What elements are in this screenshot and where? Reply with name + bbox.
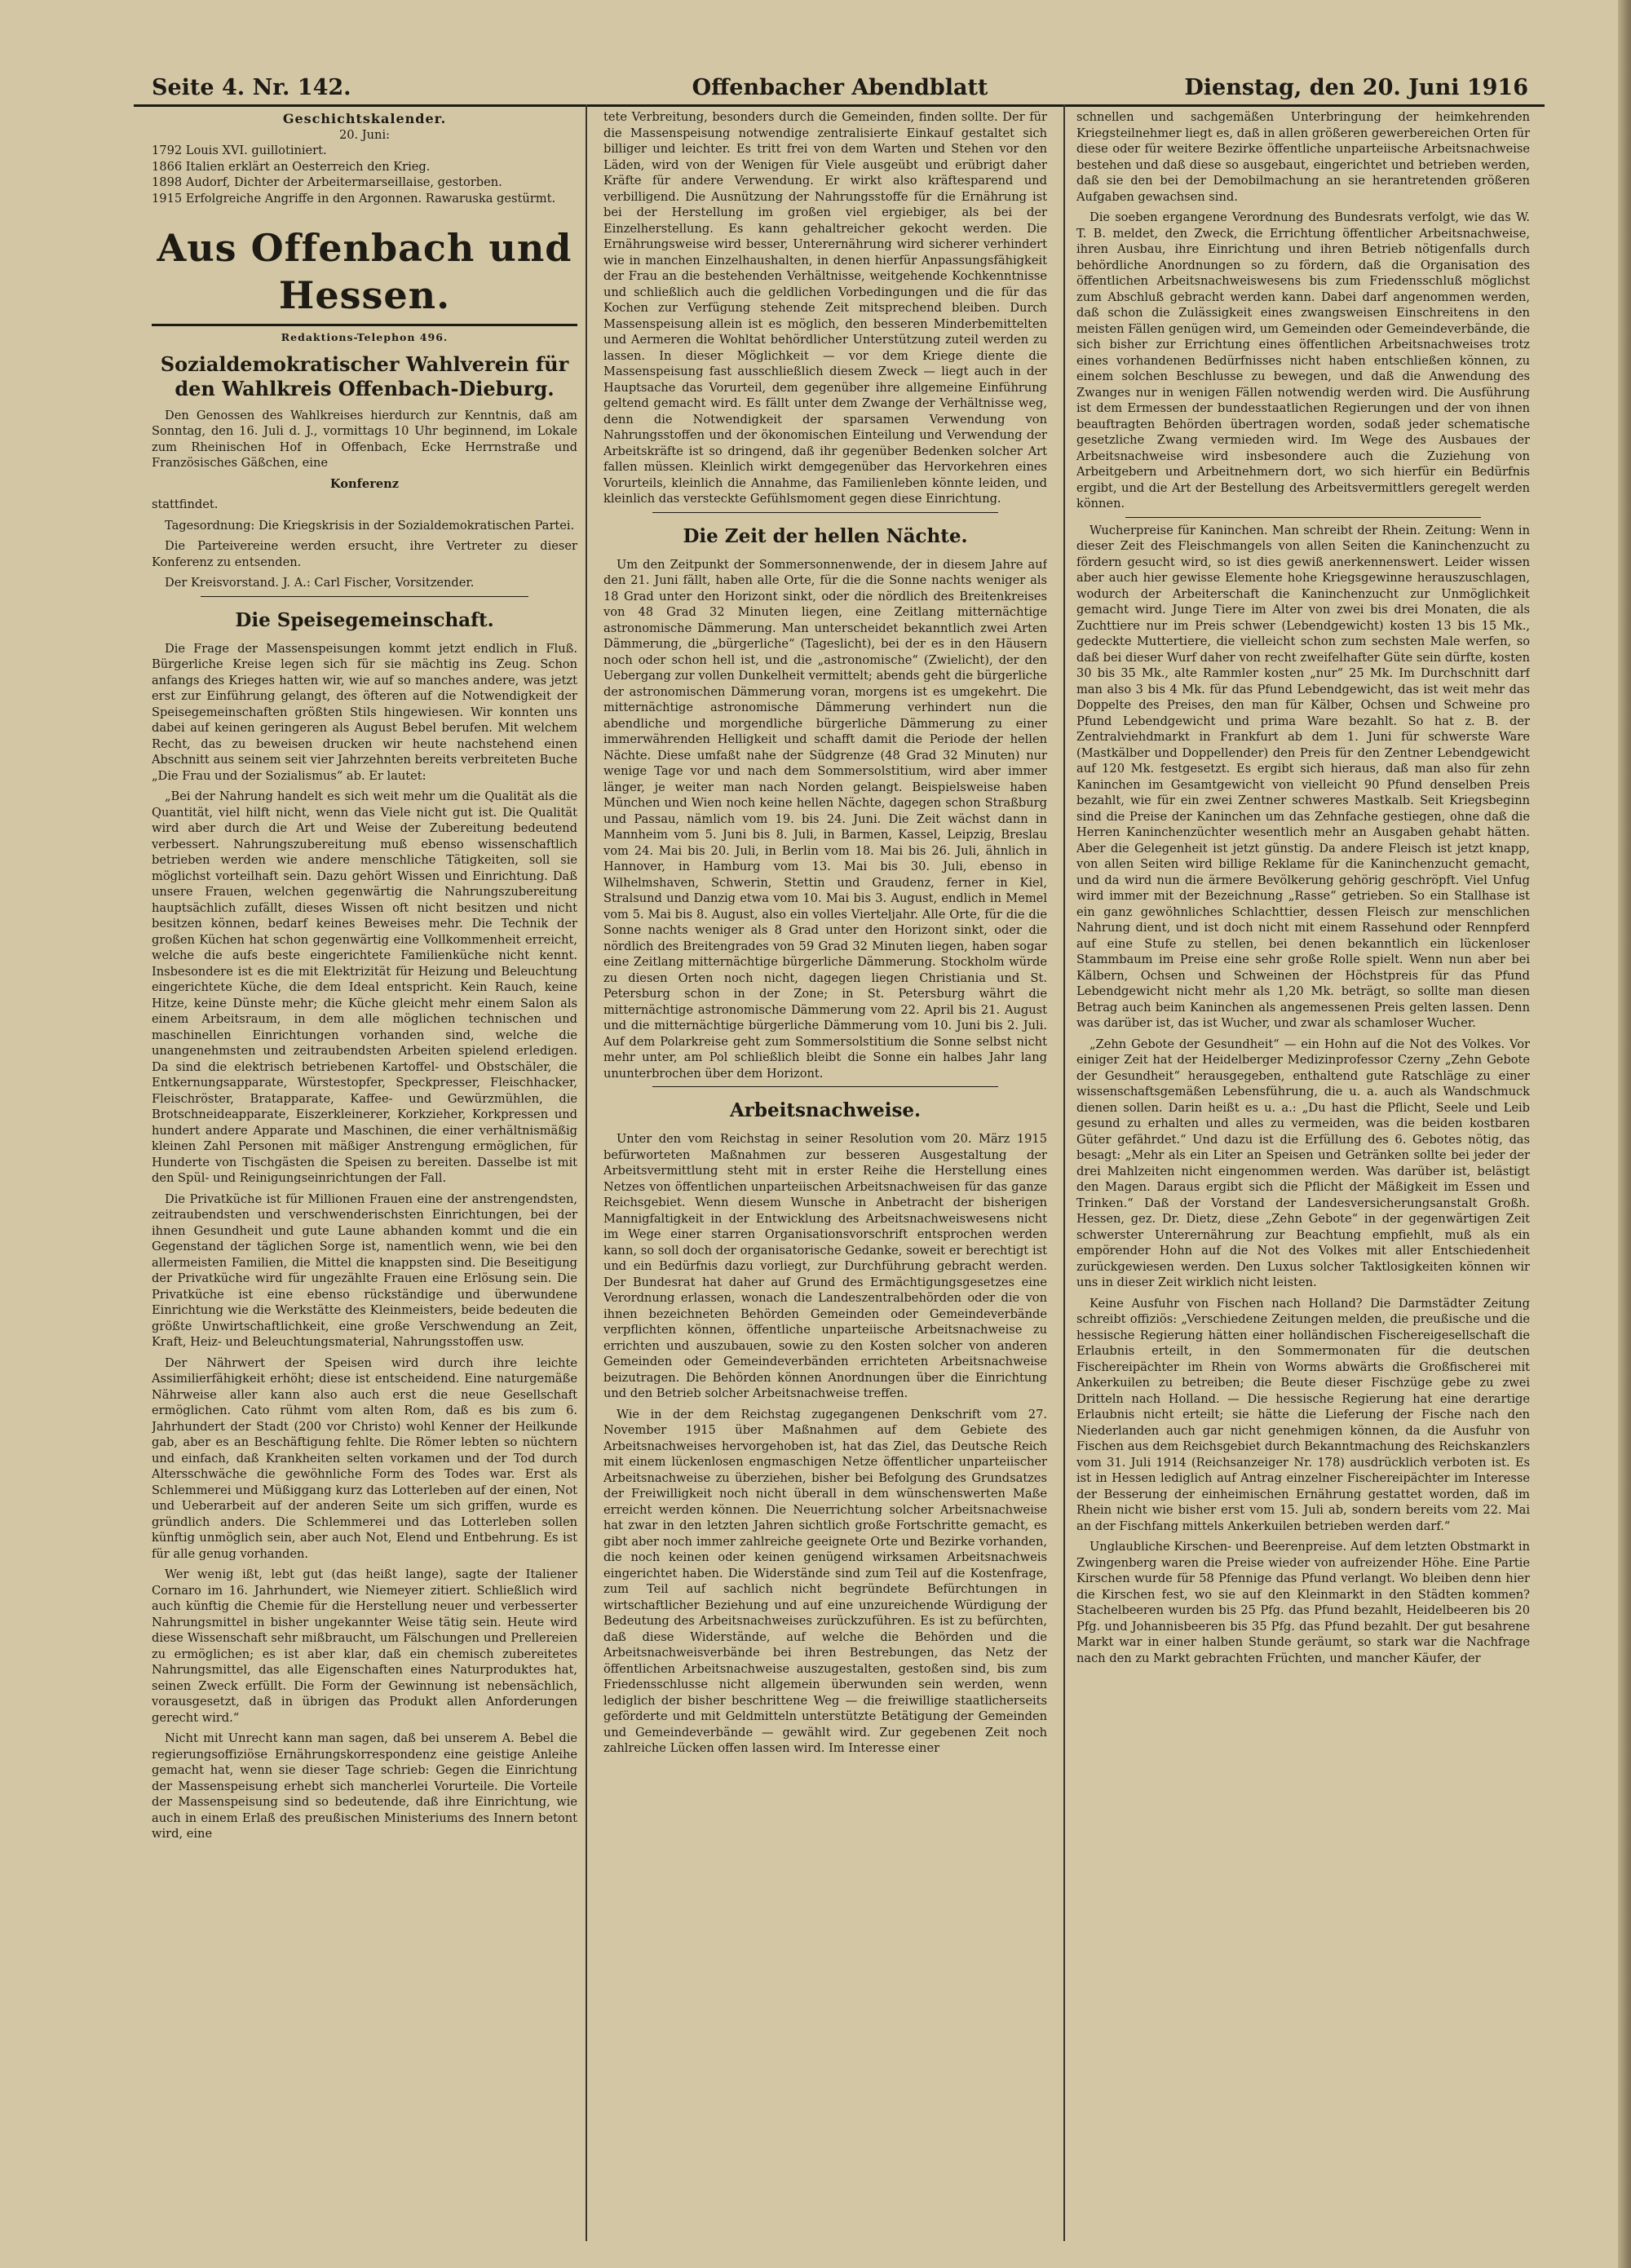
wahlverein-statt: stattfindet. (152, 497, 219, 511)
column-middle (603, 109, 1047, 2230)
column-rule-2 (1063, 104, 1065, 2241)
konferenz-label: Konferenz (329, 476, 400, 491)
arbeit-title: Arbeitsnachweise. (729, 1099, 922, 1121)
calendar-entry: 1866 Italien erklärt an Oesterreich den Krieg. (152, 159, 431, 174)
header-masthead: Offenbacher Abendblatt (692, 75, 988, 100)
divider (652, 1086, 998, 1087)
right-paragraph: Die soeben ergangene Verordnung des Bundesrats verfolgt, wie das W. T. B. meldet, den Zweck, die Errichtung öffentlicher Arbeitsnachweise, ihren Ausbau, ihre Einrichtung und ihren Betrieb nötigenfalls durch behördliche Anordnungen so zu fördern, daß die Organisation des öffentlichen Arbeitsnachweiswesens bis zum Friedensschluß möglichst zum Abschluß gebracht werden kann. Dabei darf angenommen werden, daß schon die Zulässigkeit eines zwangsweisen Einschreitens in den meisten Fällen genügen wird, um Gemeinden oder Gemeindeverbände, die sich bisher zur Errichtung eines öffentlichen Arbeitsnachweises trotz eines vorhandenen Bedürfnisses nicht haben entschließen können, zu einem solchen Beschlusse zu bewegen, und daß die Anwendung des Zwanges nur in wenigen Fällen notwendig werden wird. Die Ausführung ist dem Ermessen der bundesstaatlichen Regierungen und der von ihnen beauftragten Behörden übertragen worden, sodaß jeder schematische gesetzliche Zwang vermieden wird. Im Wege des Ausbaues der Arbeitsnachweise wird insbesondere auch die Zuziehung von Arbeitgebern und Arbeitnehmern dort, wo sich hierfür ein Bedürfnis ergibt, und die Art der Bestellung des Arbeitsvermittlers geregelt werden können. (1076, 210, 1530, 511)
speise-paragraph: Nicht mit Unrecht kann man sagen, daß bei unserem A. Bebel die regierungsoffiziöse Ernährungskorrespondenz eine geistige Anleihe gemacht hat, wenn sie dieser Tage schrieb: Gegen die Einrichtung der Massenspeisung erhebt sich mancherlei Vorurteile. Die Vorteile der Massenspeisung sind so bedeutende, daß ihre Einrichtung, wie auch in einem Erlaß des preußischen Ministeriums des Innern betont wird, eine (152, 1731, 577, 1841)
kaninchen-article: Wucherpreise für Kaninchen. Man schreibt der Rhein. Zeitung: Wenn in dieser Zeit des Fleischmangels von allen Seiten die Kaninchenzucht zu fördern gesucht wird, so ist dies gewiß anerkennenswert. Leider wissen aber auch hier gewisse Elemente hohe Kriegsgewinne herauszuschlagen, wodurch der Arbeiterschaft die Kaninchenzucht zur Unmöglichkeit gemacht wird. Junge Tiere im Alter von zwei bis drei Monaten, die als Zuchttiere nur im Preis schwer (Lebendgewicht) kosten 13 bis 15 Mk., gedeckte Muttertiere, die vielleicht schon zum sechsten Male werfen, so daß bei dieser Wurf daher von recht zweifelhafter Güte sein dürfte, kosten 30 bis 35 Mk., alte Rammler kosten „nur“ 25 Mk. Im Durchschnitt darf man also 3 bis 4 Mk. für das Pfund Lebendgewicht, das ist weit mehr das Doppelte des Preises, den man für Kälber, Ochsen und Schweine pro Pfund Lebendgewicht und prima Ware bezahlt. So hat z. B. der Zentralviehdmarkt in Frankfurt ab dem 1. Juni für schwerste Ware (Mastkälber und Doppellender) den Preis für den Zentner Lebendgewicht auf 120 Mk. festgesetzt. Es ergibt sich hieraus, daß man also für zehn Kaninchen im Gesamtgewicht von vielleicht 90 Pfund denselben Preis bezahlt, wie für ein zwei Zentner schweres Mastkalb. Seit Kriegsbeginn sind die Preise der Kaninchen um das Zehnfache gestiegen, ohne daß die Herren Kaninchenzüchter wesentlich mehr an Ausgaben gehabt hätten. Aber die Gelegenheit ist jetzt günstig. Da andere Fleisch ist jetzt knapp, von allen Seiten wird billige Reklame für die Kaninchenzucht gemacht, und da wird nun die ärmere Bevölkerung gehörig geschröpft. Viel Unfug wird immer mit der Bezeichnung „Rasse“ getrieben. So ein Stallhase ist ein ganz gewöhnliches Schlachttier, dessen Fleisch zur menschlichen Nahrung dient, und ist doch nicht mit einem Rassehund oder Rennpferd auf eine Stufe zu stellen, bei denen bekanntlich ein lückenloser Stammbaum im Preise eine sehr große Rolle spielt. Wenn nun aber bei Kälbern, Ochsen und Schweinen der Höchstpreis für das Pfund Lebendgewicht nicht mehr als 1,20 Mk. beträgt, so sollte man diesen Betrag auch beim Kaninchen als angemessenen Preis gelten lassen. Denn was darüber ist, das ist Wucher, und zwar als schamloser Wucher. (1076, 523, 1530, 1030)
arbeit-paragraph: Unter den vom Reichstag in seiner Resolution vom 20. März 1915 befürworteten Maßnahmen zur besseren Ausgestaltung der Arbeitsvermittlung steht mit in erster Reihe die Herstellung eines Netzes von öffentlichen unparteiischen Arbeitsnachweisen für das ganze Reichsgebiet. Wenn diesem Wunsche in Anbetracht der bisherigen Mannigfaltigkeit in der Entwicklung des Arbeitsnachweiswesens nicht im Wege einer starren Organisationsvorschrift entsprochen werden kann, so soll doch der organisatorische Gedanke, soweit er berechtigt ist und ein Bedürfnis dazu vorliegt, zur Durchführung gebracht werden. Der Bundesrat hat daher auf Grund des Ermächtigungsgesetzes eine Verordnung erlassen, wonach die Landeszentralbehörden oder die von ihnen bezeichneten Behörden Gemeinden oder Gemeindeverbände verpflichten können, öffentliche unparteiische Arbeitsnachweise zu errichten und auszubauen, sowie zu den Kosten solcher von anderen Gemeinden oder Gemeindeverbänden errichteten Arbeitsnachweise beizutragen. Die Behörden können Anordnungen über die Einrichtung und den Betrieb solcher Arbeitsnachweise treffen. (603, 1132, 1047, 1400)
divider (201, 596, 528, 597)
speise-paragraph: „Bei der Nahrung handelt es sich weit mehr um die Qualität als die Quantität, viel hilft nicht, wenn das Viele nicht gut ist. Die Qualität wird aber durch die Art und Weise der Zubereitung bedeutend verbessert. Nahrungszubereitung muß ebenso wissenschaftlich betrieben werden wie andere menschliche Tätigkeiten, soll sie möglichst vorteilhaft sein. Dazu gehört Wissen und Einrichtung. Daß unsere Frauen, welchen gegenwärtig die Nahrungszubereitung hauptsächlich zufällt, dieses Wissen oft nicht besitzen und nicht besitzen können, bedarf keines Beweises mehr. Die Technik der großen Küchen hat schon gegenwärtig eine Vollkommenheit erreicht, welche die aufs beste eingerichtete Familienküche nicht kennt. Insbesondere ist es die mit Elektrizität für Heizung und Beleuchtung eingerichtete Küche, die dem Ideal entspricht. Kein Rauch, keine Hitze, keine Dünste mehr; die Küche gleicht mehr einem Salon als einem Arbeitsraum, in dem alle möglichen technischen und maschinellen Einrichtungen vorhanden sind, welche die unangenehmsten und zeitraubendsten Arbeiten spielend erledigen. Da sind die elektrisch betriebenen Kartoffel- und Obstschäler, die Entkernungsapparate, Würstestopfer, Speckpresser, Fleischhacker, Fleischröster, Bratapparate, Kaffee- und Gewürzmühlen, die Brotschneideapparate, Eiszerkleinerer, Korkzieher, Korkpressen und hundert andere Apparate und Maschinen, die einer verhältnismäßig kleinen Zahl Personen mit mäßiger Anstrengung ermöglichen, für Hunderte von Tischgästen die Speisen zu bereiten. Dasselbe ist mit den Spül- und Reinigungseinrichtungen der Fall. (152, 789, 577, 1185)
naechte-paragraph: Um den Zeitpunkt der Sommersonnenwende, der in diesem Jahre auf den 21. Juni fällt, haben alle Orte, für die die Sonne nachts weniger als 18 Grad unter den Horizont sinkt, oder die nördlich des Breitenkreises von 48 Grad 32 Minuten liegen, eine Zeitlang mitternächtige astronomische Dämmerung. Man unterscheidet bekanntlich zwei Arten Dämmerung, die „bürgerliche“ (Tageslicht), bei der es in den Häusern noch oder schon hell ist, und die „astronomische“ (Zwielicht), der den Uebergang zur vollen Dunkelheit vermittelt; abends geht die bürgerliche der astronomischen Dämmerung voran, morgens ist es umgekehrt. Die mitternächtige astronomische Dämmerung verhindert nun die abendliche und morgendliche bürgerliche Dämmerung zu einer immerwährenden Helligkeit und schafft damit die Periode der hellen Nächte. Diese umfaßt nahe der Südgrenze (48 Grad 32 Minuten) nur wenige Tage vor und nach dem Sommersolstitium, wird aber immer länger, je weiter man nach Norden gelangt. Beispielsweise haben München und Wien noch keine hellen Nächte, dagegen schon Straßburg und Passau, nämlich vom 19. bis 24. Juni. Die Zeit wächst dann in Mannheim vom 5. Juni bis 8. Juli, in Barmen, Kassel, Leipzig, Breslau vom 24. Mai bis 20. Juli, in Berlin vom 18. Mai bis 26. Juli, ähnlich in Hannover, in Hamburg vom 13. Mai bis 30. Juli, ebenso in Wilhelmshaven, Schwerin, Stettin und Graudenz, ferner in Kiel, Stralsund und Danzig etwa vom 10. Mai bis 3. August, endlich in Memel vom 5. Mai bis 8. August, also ein volles Vierteljahr. Alle Orte, für die die Sonne nachts weniger als 8 Grad unter den Horizont sinkt, oder die nördlich des Breitengrades von 59 Grad 32 Minuten liegen, haben sogar eine Zeitlang mitternächtige bürgerliche Dämmerung. Stockholm würde zu diesen Orten noch nicht, dagegen liegen Christiania und St. Petersburg schon in der Zone; in St. Petersburg währt die mitternächtige astronomische Dämmerung vom 22. April bis 21. August und die mitternächtige bürgerliche Dämmerung vom 10. Juni bis 2. Juli. Auf dem Polarkreise geht zum Sommersolstitium die Sonne selbst nicht mehr unter, am Pol schließlich bleibt die Sonne ein halbes Jahr lang ununterbrochen über dem Horizont. (603, 557, 1047, 1081)
divider (1125, 517, 1481, 518)
calendar-entry: 1915 Erfolgreiche Angriffe in den Argonnen. Rawaruska gestürmt. (152, 191, 556, 206)
wahlverein-agenda: Tagesordnung: Die Kriegskrisis in der Sozialdemokratischen Partei. (165, 518, 575, 533)
kirschen-article: Unglaubliche Kirschen- und Beerenpreise. Auf dem letzten Obstmarkt in Zwingenberg waren die Preise wieder von aufreizender Höhe. Eine Partie Kirschen wurde für 58 Pfennige das Pfund verlangt. Wo bleiben denn hier die Kirschen fest, wo sie auf den Kleinmarkt in den Städten kommen? Stachelbeeren wurden bis 25 Pfg. das Pfund bezahlt, Heidelbeeren bis 20 Pfg. und Johannisbeeren bis 35 Pfg. das Pfund bezahlt. Der gut besahrene Markt war in einer halben Stunde geräumt, so stark war die Nachfrage nach den zu Markt gebrachten Früchten, und mancher Käufer, der (1076, 1540, 1530, 1665)
speise-paragraph: Die Privatküche ist für Millionen Frauen eine der anstrengendsten, zeitraubendsten und verschwenderischsten Einrichtungen, bei der ihnen Gesundheit und gute Laune abhanden kommt und die ein Gegenstand der täglichen Sorge ist, namentlich wenn, wie bei den allermeisten Familien, die Mittel die knappsten sind. Die Beseitigung der Privatküche wird für ungezählte Frauen eine Erlösung sein. Die Privatküche ist eine ebenso rückständige und überwundene Einrichtung wie die Werkstätte des Kleinmeisters, beide bedeuten die größte Unwirtschaftlichkeit, eine große Verschwendung an Zeit, Kraft, Heiz- und Beleuchtungsmaterial, Nahrungsstoffen usw. (152, 1191, 577, 1349)
divider (652, 512, 998, 513)
wahlverein-title: Sozialdemokratischer Wahlverein für den Wahlkreis Offenbach-Dieburg. (160, 351, 569, 400)
page-header (152, 75, 1528, 101)
speise-continuation: tete Verbreitung, besonders durch die Gemeinden, finden sollte. Der für die Massenspeisung notwendige zentralisierte Einkauf gestaltet sich billiger und leichter. Es tritt frei von dem Warten und Stehen vor den Läden, wird von der Wenigen für Viele ausgeübt und erübrigt daher Kräfte für andere Verwendung. Er wirkt also kräftesparend und verbilligend. Die Ausnützung der Nahrungsstoffe für die Ernährung ist bei der Herstellung im großen viel ergiebiger, als bei der Einzelherstellung. Es kann gehaltreicher gekocht werden. Die Ernährungsweise wird besser, Unterernährung wird sicherer verhindert wie in manchen Einzelhaushalten, in denen hierfür Anpassungsfähigkeit der Frau an die bestehenden Verhältnisse, weitgehende Kochkenntnisse und schließlich auch die geldlichen Vorbedingungen und die für das Kochen zur Verfügung stehende Zeit mitsprechend bleiben. Durch Massenspeisung allein ist es möglich, den besseren Minderbemittelten und Aermeren die Wohltat behördlicher Unterstützung zuteil werden zu lassen. In dieser Möglichkeit — vor dem Kriege diente die Massenspeisung fast ausschließlich diesem Zweck — liegt auch in der Hauptsache das Vorurteil, dem gegenüber ihre allgemeine Einführung geltend gemacht wird. Es fällt unter dem Zwange der Verhältnisse weg, denn die Notwendigkeit der sparsamen Verwendung von Nahrungsstoffen und der ökonomischen Einteilung und Verwendung der Arbeitskräfte ist so dringend, daß ihr gegenüber Bedenken solcher Art fallen müssen. Kleinlich wirkt demgegenüber das Hervorkehren eines Vorurteils, kleinlich die Annahme, das Familienleben könnte leiden, und kleinlich das versteckte Gefühlsmoment gegen diese Einrichtung. (603, 110, 1047, 506)
calendar-title: Geschichtskalender. (282, 111, 447, 126)
section-title: Aus Offenbach und Hessen. (157, 226, 572, 317)
fische-article: Keine Ausfuhr von Fischen nach Holland? Die Darmstädter Zeitung schreibt offiziös: „Verschiedene Zeitungen melden, die preußische und die hessische Regierung hätten einer holländischen Fischereigesellschaft die Erlaubnis erteilt, in den Sommermonaten für die deutschen Fischereipächter im Rhein von Worms abwärts die Großfischerei mit Ankerkuilen zu betreiben; die Beute dieser Fischzüge gebe zu zwei Dritteln nach Holland. — Die hessische Regierung hat eine derartige Erlaubnis nicht erteilt; sie hätte die Lieferung der Fische nach den Niederlanden auch gar nicht genehmigen können, da die Ausfuhr von Fischen aus dem Reichsgebiet durch Bekanntmachung des Reichskanzlers vom 31. Juli 1914 (Reichsanzeiger Nr. 178) ausdrücklich verboten ist. Es ist in Hessen lediglich auf Antrag einzelner Fischereipächter im Interesse der Besserung der einheimischen Ernährung gestattet worden, daß im Rhein nicht wie bisher erst vom 15. Juli ab, sondern bereits vom 22. Mai an der Fischfang mittels Ankerkuilen betrieben werden darf.“ (1076, 1296, 1530, 1533)
column-rule-1 (586, 104, 587, 2241)
wahlverein-intro: Den Genossen des Wahlkreises hierdurch zur Kenntnis, daß am Sonntag, den 16. Juli d. J., vormittags 10 Uhr beginnend, im Lokale zum Rheinischen Hof in Offenbach, Ecke Herrnstraße und Französisches Gäßchen, eine (152, 408, 577, 470)
header-rule (134, 104, 1545, 107)
calendar-entry: 1898 Audorf, Dichter der Arbeitermarseillaise, gestorben. (152, 175, 502, 189)
speise-paragraph: Die Frage der Massenspeisungen kommt jetzt endlich in Fluß. Bürgerliche Kreise legen sich für sie mächtig ins Zeug. Schon anfangs des Krieges hatten wir, wie auf so manches andere, was jetzt erst zur Einführung gelangt, des öfteren auf die Notwendigkeit der Speisegemeinschaften größten Stils hingewiesen. Wir konnten uns dabei auf keinen geringeren als August Bebel berufen. Mit welchem Recht, das zu beweisen drucken wir heute nachstehend einen Abschnitt aus seinem seit vier Jahrzehnten bereits verbreiteten Buche „Die Frau und der Sozialismus“ ab. Er lautet: (152, 641, 577, 783)
header-date: Dienstag, den 20. Juni 1916 (1184, 75, 1528, 100)
header-page-number: Seite 4. Nr. 142. (152, 75, 351, 100)
arbeit-continuation: schnellen und sachgemäßen Unterbringung der heimkehrenden Kriegsteilnehmer liegt es, daß in allen größeren gewerbereichen Orten für diese oder für weitere Bezirke öffentliche unparteiische Arbeitsnachweise bestehen und daß diese so ausgebaut, eingerichtet und betrieben werden, daß sie den bei der Demobilmachung an sie herantretenden größeren Aufgaben gewachsen sind. (1076, 110, 1530, 204)
calendar-date: 20. Juni: (338, 127, 391, 142)
gesundheit-article: „Zehn Gebote der Gesundheit“ — ein Hohn auf die Not des Volkes. Vor einiger Zeit hat der Heidelberger Medizinprofessor Czerny „Zehn Gebote der Gesundheit“ herausgegeben, enthaltend gute Ratschläge zu einer wissenschaftsgemäßen Lebensführung, die u. a. auch als Wandschmuck dienen sollen. Darin heißt es u. a.: „Du hast die Pflicht, Seele und Leib gesund zu erhalten und alles zu vermeiden, was die beiden kostbaren Güter gefährdet.“ Und dazu ist die Erfüllung des 6. Gebotes nötig, das besagt: „Mehr als ein Liter an Speisen und Getränken sollte bei jeder der drei Mahlzeiten nicht eingenommen werden. Was darüber ist, belästigt den Magen. Daraus ergibt sich die Pflicht der Mäßigkeit im Essen und Trinken.“ Daß der Vorstand der Landesversicherungsanstalt Großh. Hessen, gez. Dr. Dietz, diese „Zehn Gebote“ in der gegenwärtigen Zeit schwerster Unterernährung zur Beachtung empfiehlt, muß als ein empörender Hohn auf die Not des Volkes mit aller Entschiedenheit zurückgewiesen werden. Den Luxus solcher Taktlosigkeiten können wir uns in dieser Zeit wirklich nicht leisten. (1076, 1037, 1530, 1289)
page-edge-shadow (1618, 0, 1631, 2268)
wahlverein-signature: Der Kreisvorstand. J. A.: Carl Fischer, Vorsitzender. (165, 576, 475, 590)
column-right (1076, 109, 1530, 2230)
speise-paragraph: Der Nährwert der Speisen wird durch ihre leichte Assimilierfähigkeit erhöht; diese ist entscheidend. Eine naturgemäße Nährweise aller kann also auch erst die neue Gesellschaft ermöglichen. Cato rühmt vom alten Rom, daß es bis zum 6. Jahrhundert der Stadt (200 vor Christo) wohl Kenner der Heilkunde gab, aber es an Beschäftigung fehlte. Die Römer lebten so nüchtern und einfach, daß Krankheiten selten vorkamen und der Tod durch Altersschwäche die gewöhnliche Form des Todes war. Erst als Schlemmerei und Müßiggang kurz das Lotterleben auf der einen, Not und Ueberarbeit auf der anderen Seite um sich griffen, wurde es gründlich anders. Die Schlemmerei und das Lotterleben sollen künftig unmöglich sein, aber auch Not, Elend und Entbehrung. Es ist für alle genug vorhanden. (152, 1355, 577, 1561)
wahlverein-request: Die Parteivereine werden ersucht, ihre Vertreter zu dieser Konferenz zu entsenden. (152, 539, 577, 569)
speise-paragraph: Wer wenig ißt, lebt gut (das heißt lange), sagte der Italiener Cornaro im 16. Jahrhundert, wie Niemeyer zitiert. Schließlich wird auch künftig die Chemie für die Herstellung neuer und verbesserter Nahrungsmittel in bisher ungekannter Weise tätig sein. Heute wird diese Wissenschaft sehr mißbraucht, um Fälschungen und Prellereien zu ermöglichen; es ist aber klar, daß ein chemisch zubereitetes Nahrungsmittel, das alle Eigenschaften eines Naturproduktes hat, seinen Zweck erfüllt. Die Form der Gewinnung ist nebensächlich, vorausgesetzt, daß in übrigen das Produkt allen Anforderungen gerecht wird.“ (152, 1567, 577, 1725)
calendar-entry: 1792 Louis XVI. guillotiniert. (152, 144, 327, 157)
arbeit-paragraph: Wie in der dem Reichstag zugegangenen Denkschrift vom 27. November 1915 über Maßnahmen auf dem Gebiete des Arbeitsnachweises hervorgehoben ist, hat das Ziel, das Deutsche Reich mit einem lückenlosen engmaschigen Netze öffentlicher unparteiischer Arbeitsnachweise zu überziehen, bisher bei Befolgung des Grundsatzes der Freiwilligkeit noch nicht überall in dem wünschenswerten Maße erreicht werden können. Die Neuerrichtung solcher Arbeitsnachweise hat zwar in den letzten Jahren sichtlich große Fortschritte gemacht, es gibt aber noch immer zahlreiche geeignete Orte und Bezirke vorhanden, die noch keinen oder keinen genügend wirksamen Arbeitsnachweis eingerichtet haben. Die Widerstände sind zum Teil auf die Kostenfrage, zum Teil auf sachlich nicht begründete Befürchtungen in wirtschaftlicher Beziehung und auf eine unzureichende Würdigung der Bedeutung des Arbeitsnachweises zurückzuführen. Es ist zu befürchten, daß diese Widerstände, auf welche die Behörden und die Arbeitsnachweisverbände bei ihren Bestrebungen, das Netz der öffentlichen Arbeitsnachweise auszugestalten, gestoßen sind, bis zum Friedensschlusse nicht allgemein überwunden sein werden, wenn lediglich der bisher beschrittene Weg — die freiwillige staatlicherseits geförderte und mit Geldmitteln unterstützte Betätigung der Gemeinden und Gemeindeverbände — gewählt wird. Zur gegebenen Zeit noch zahlreiche Lücken offen lassen wird. Im Interesse einer (603, 1407, 1047, 1755)
naechte-title: Die Zeit der hellen Nächte. (683, 524, 968, 547)
section-rule (152, 324, 577, 326)
column-left (152, 109, 577, 2230)
speise-title: Die Speisegemeinschaft. (235, 608, 494, 631)
editorial-phone: Redaktions-Telephon 496. (281, 331, 449, 343)
